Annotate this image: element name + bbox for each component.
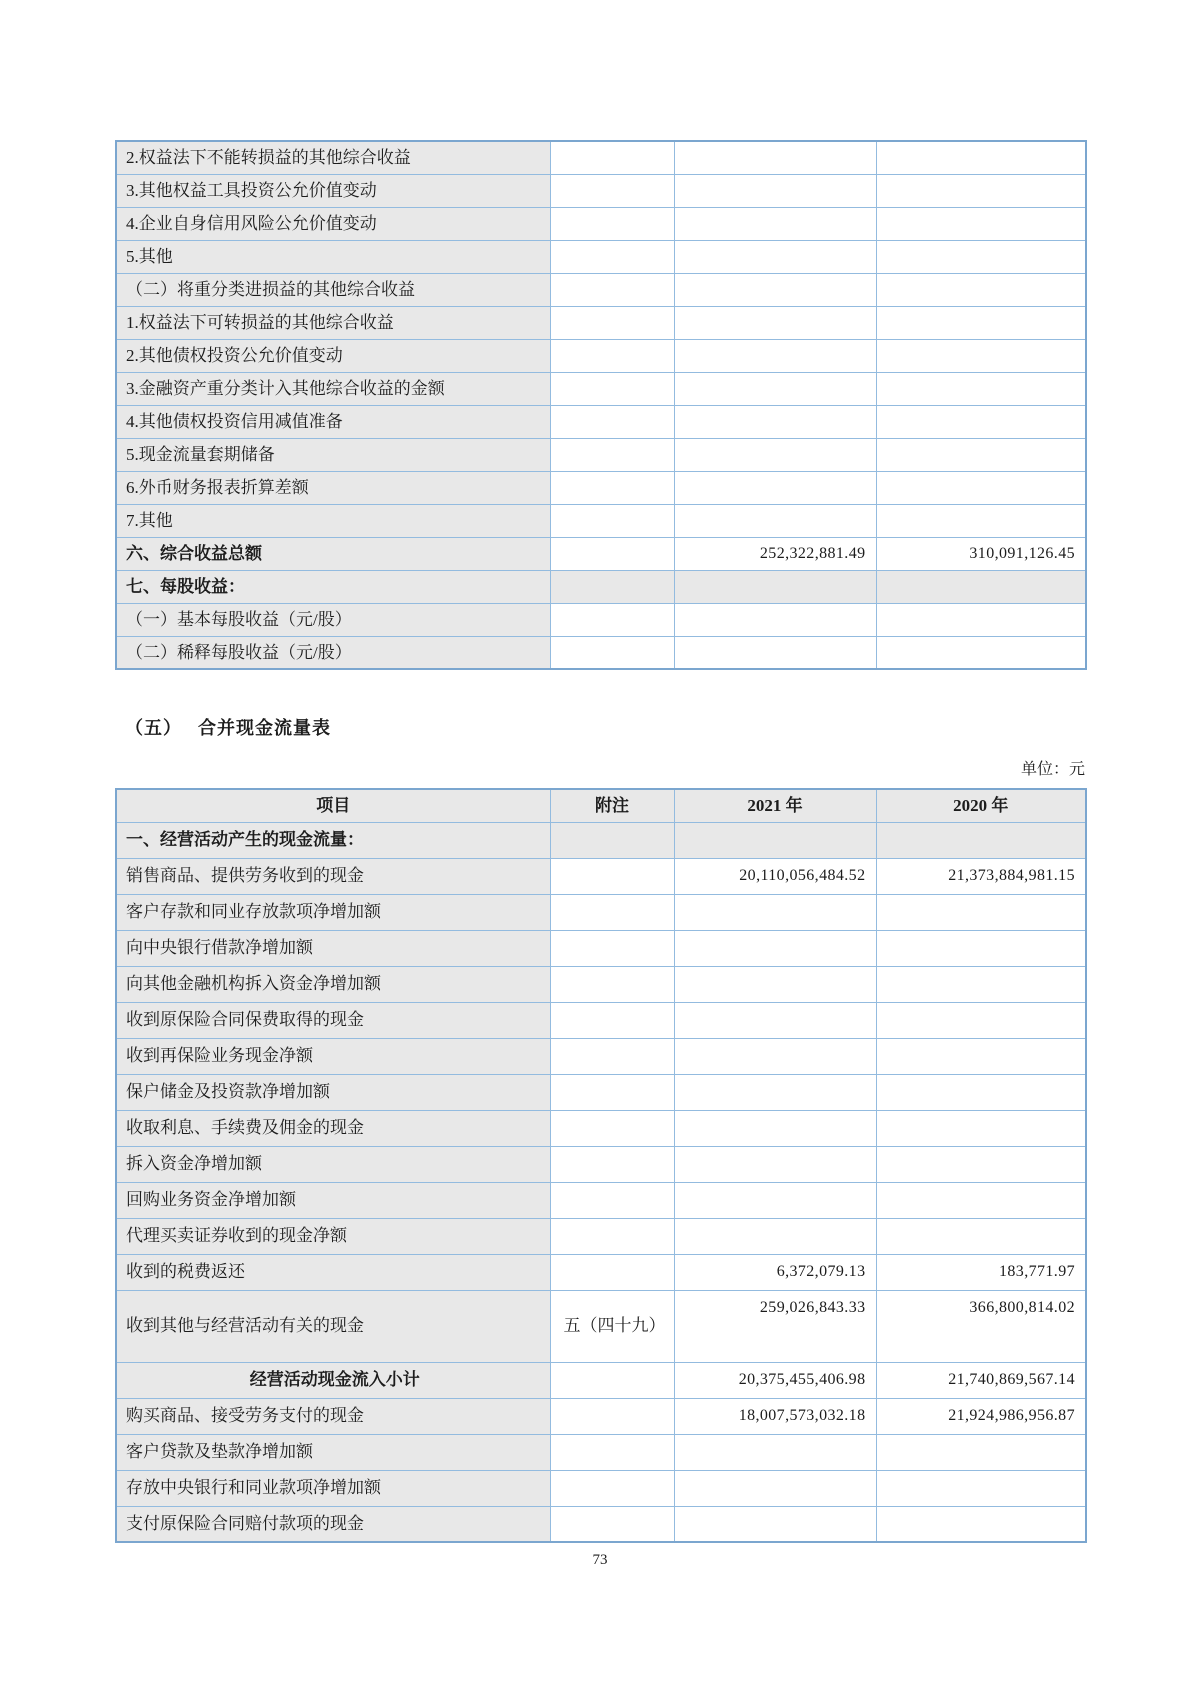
item-cell: 6.外币财务报表折算差额 [116,471,550,504]
y2021-cell [674,1002,876,1038]
y2020-cell: 21,924,986,956.87 [876,1398,1086,1434]
table-row [116,306,1086,339]
operating-cash-inflow-subtotal-row [116,1362,1086,1398]
y2021-cell [674,822,876,858]
y2021-cell [674,1434,876,1470]
y2020-cell: 21,740,869,567.14 [876,1362,1086,1398]
y2020-cell [876,1074,1086,1110]
y2021-cell [674,1110,876,1146]
income-statement-table [115,140,1087,670]
note-cell [550,636,674,669]
page-number: 73 [592,1552,608,1568]
note-cell [550,207,674,240]
y2020-cell [876,1038,1086,1074]
y2020-cell [876,306,1086,339]
table-row [116,1146,1086,1182]
unit-label: 单位：元 [1020,761,1085,778]
y2020-cell [876,1182,1086,1218]
note-cell [550,306,674,339]
table-row [116,1254,1086,1290]
note-cell [550,1362,674,1398]
note-cell [550,858,674,894]
note-cell [550,372,674,405]
item-cell: 7.其他 [116,504,550,537]
table-row [116,372,1086,405]
table-row [116,1506,1086,1542]
note-cell [550,339,674,372]
item-cell: 存放中央银行和同业款项净增加额 [116,1470,550,1506]
eps-section-row [116,570,1086,603]
table-row [116,240,1086,273]
table-row [116,174,1086,207]
y2021-cell [674,1038,876,1074]
y2021-cell [674,1506,876,1542]
note-cell [550,1254,674,1290]
y2021-cell [674,141,876,174]
note-cell [550,471,674,504]
y2020-cell [876,339,1086,372]
item-cell: 经营活动现金流入小计 [116,1362,550,1398]
operating-activities-section-row [116,822,1086,858]
note-cell [550,1506,674,1542]
item-cell: 5.现金流量套期储备 [116,438,550,471]
y2021-cell [674,339,876,372]
y2021-cell [674,930,876,966]
y2021-cell [674,471,876,504]
y2021-cell [674,438,876,471]
y2020-cell [876,1146,1086,1182]
y2021-cell [674,174,876,207]
note-cell [550,1110,674,1146]
table-row [116,471,1086,504]
y2021-cell: 259,026,843.33 [674,1290,876,1362]
item-cell: 3.其他权益工具投资公允价值变动 [116,174,550,207]
item-cell: 客户贷款及垫款净增加额 [116,1434,550,1470]
y2021-cell [674,894,876,930]
header-note: 附注 [550,789,674,822]
y2021-cell [674,966,876,1002]
header-2020: 2020 年 [876,789,1086,822]
section-title-text: 合并现金流量表 [198,718,331,738]
y2020-cell [876,273,1086,306]
note-cell [550,1218,674,1254]
table-row [116,603,1086,636]
y2021-cell: 20,375,455,406.98 [674,1362,876,1398]
y2020-cell [876,504,1086,537]
y2020-cell [876,1002,1086,1038]
item-cell: 购买商品、接受劳务支付的现金 [116,1398,550,1434]
y2020-cell [876,141,1086,174]
y2020-cell [876,1110,1086,1146]
y2020-cell [876,570,1086,603]
note-cell [550,1470,674,1506]
y2021-cell [674,405,876,438]
note-cell [550,1002,674,1038]
item-cell: 4.企业自身信用风险公允价值变动 [116,207,550,240]
header-item: 项目 [116,789,550,822]
note-cell [550,240,674,273]
item-cell: 销售商品、提供劳务收到的现金 [116,858,550,894]
header-2021: 2021 年 [674,789,876,822]
y2020-cell [876,372,1086,405]
note-cell [550,405,674,438]
y2020-cell [876,603,1086,636]
item-cell: （二）将重分类进损益的其他综合收益 [116,273,550,306]
y2021-cell [674,273,876,306]
y2020-cell: 366,800,814.02 [876,1290,1086,1362]
y2020-cell [876,405,1086,438]
note-cell [550,966,674,1002]
note-cell [550,1398,674,1434]
note-cell [550,930,674,966]
y2020-cell: 183,771.97 [876,1254,1086,1290]
y2020-cell: 310,091,126.45 [876,537,1086,570]
item-cell: 收到原保险合同保费取得的现金 [116,1002,550,1038]
table-row [116,1110,1086,1146]
item-cell: 收到再保险业务现金净额 [116,1038,550,1074]
total-comprehensive-income-row [116,537,1086,570]
section-title [125,714,331,740]
y2020-cell: 21,373,884,981.15 [876,858,1086,894]
note-cell [550,174,674,207]
table-row [116,405,1086,438]
table-row [116,1074,1086,1110]
y2020-cell [876,1470,1086,1506]
table-row [116,207,1086,240]
item-cell: 代理买卖证券收到的现金净额 [116,1218,550,1254]
note-cell [550,273,674,306]
note-cell [550,1074,674,1110]
table-row [116,1470,1086,1506]
note-cell [550,1434,674,1470]
table-row [116,1398,1086,1434]
item-cell: 收取利息、手续费及佣金的现金 [116,1110,550,1146]
note-cell [550,894,674,930]
item-cell: 向中央银行借款净增加额 [116,930,550,966]
note-cell [550,537,674,570]
y2021-cell: 252,322,881.49 [674,537,876,570]
y2021-cell [674,1146,876,1182]
note-cell [550,1182,674,1218]
y2021-cell [674,372,876,405]
note-cell [550,438,674,471]
y2021-cell [674,504,876,537]
table-row [116,1182,1086,1218]
item-cell: 客户存款和同业存放款项净增加额 [116,894,550,930]
table-row [116,339,1086,372]
y2021-cell: 18,007,573,032.18 [674,1398,876,1434]
item-cell: 保户储金及投资款净增加额 [116,1074,550,1110]
table-row [116,1038,1086,1074]
y2021-cell: 6,372,079.13 [674,1254,876,1290]
y2020-cell [876,438,1086,471]
item-cell: （二）稀释每股收益（元/股） [116,636,550,669]
item-cell: 5.其他 [116,240,550,273]
y2021-cell [674,1218,876,1254]
other-operating-cash-row [116,1290,1086,1362]
y2021-cell [674,570,876,603]
note-cell [550,1146,674,1182]
y2020-cell [876,822,1086,858]
note-cell: 五（四十九） [550,1290,674,1362]
item-cell: 2.其他债权投资公允价值变动 [116,339,550,372]
table-row [116,966,1086,1002]
note-cell [550,504,674,537]
table-row [116,858,1086,894]
item-cell: （一）基本每股收益（元/股） [116,603,550,636]
y2020-cell [876,636,1086,669]
cashflow-statement-table [115,788,1087,1543]
note-cell [550,570,674,603]
y2020-cell [876,1218,1086,1254]
table-row [116,636,1086,669]
table-row [116,930,1086,966]
y2021-cell [674,306,876,339]
y2021-cell [674,240,876,273]
item-cell: 向其他金融机构拆入资金净增加额 [116,966,550,1002]
item-cell: 回购业务资金净增加额 [116,1182,550,1218]
item-cell: 一、经营活动产生的现金流量： [116,822,550,858]
y2021-cell [674,636,876,669]
table-row [116,894,1086,930]
y2021-cell [674,1182,876,1218]
table-row [116,1002,1086,1038]
y2021-cell [674,1074,876,1110]
note-cell [550,603,674,636]
item-cell: 2.权益法下不能转损益的其他综合收益 [116,141,550,174]
item-cell: 支付原保险合同赔付款项的现金 [116,1506,550,1542]
table-row [116,1218,1086,1254]
section-index: （五） [125,718,182,738]
y2020-cell [876,240,1086,273]
y2020-cell [876,966,1086,1002]
y2020-cell [876,894,1086,930]
table-row [116,273,1086,306]
item-cell: 六、综合收益总额 [116,537,550,570]
item-cell: 1.权益法下可转损益的其他综合收益 [116,306,550,339]
note-cell [550,822,674,858]
y2020-cell [876,930,1086,966]
item-cell: 3.金融资产重分类计入其他综合收益的金额 [116,372,550,405]
y2021-cell [674,603,876,636]
y2020-cell [876,207,1086,240]
item-cell: 收到其他与经营活动有关的现金 [116,1290,550,1362]
y2020-cell [876,471,1086,504]
item-cell: 4.其他债权投资信用减值准备 [116,405,550,438]
item-cell: 七、每股收益： [116,570,550,603]
header-row [116,789,1086,822]
item-cell: 收到的税费返还 [116,1254,550,1290]
note-cell [550,141,674,174]
y2020-cell [876,1506,1086,1542]
note-cell [550,1038,674,1074]
table-row [116,438,1086,471]
y2021-cell: 20,110,056,484.52 [674,858,876,894]
y2021-cell [674,1470,876,1506]
table-row [116,1434,1086,1470]
y2020-cell [876,174,1086,207]
y2020-cell [876,1434,1086,1470]
item-cell: 拆入资金净增加额 [116,1146,550,1182]
table-row [116,504,1086,537]
table-row [116,141,1086,174]
y2021-cell [674,207,876,240]
